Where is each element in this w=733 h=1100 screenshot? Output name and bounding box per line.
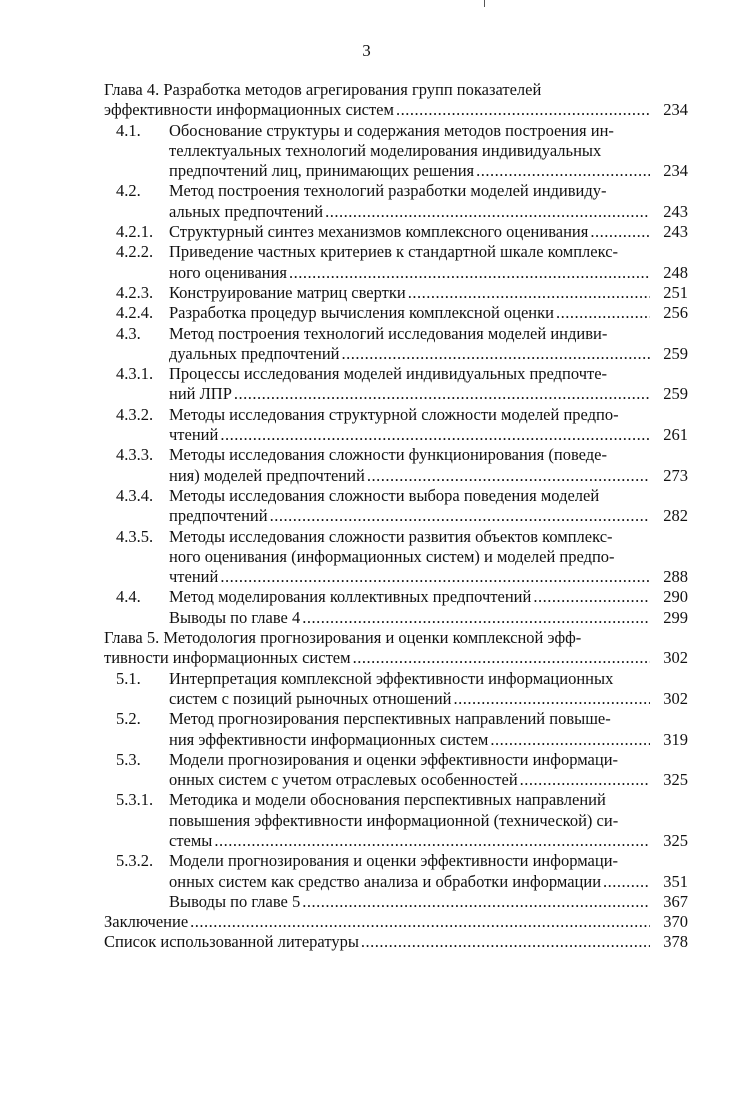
dot-leader [590, 222, 650, 242]
toc-entry [104, 181, 688, 222]
toc-entry-title-line: Конструирование матриц свертки [169, 282, 406, 302]
dot-leader [302, 608, 650, 628]
dot-leader [234, 384, 650, 404]
toc-entry-page: 248 [663, 262, 688, 282]
toc-entry-title-line: Методы исследования сложности выбора поведения моделей [169, 485, 600, 505]
toc-entry-title-line: предпочтений [169, 506, 268, 526]
toc-entry-last-line [104, 344, 688, 364]
toc-entry-last-line [104, 466, 688, 486]
toc-entry-title-line: Приведение частных критериев к стандартной шкале комплекс- [169, 242, 619, 262]
toc-entry-number: 5.1. [116, 668, 141, 688]
toc-entry-page: 302 [663, 648, 688, 668]
toc-entry-number: 4.3.5. [116, 526, 154, 546]
toc-entry-title-line: ного оценивания [169, 262, 288, 282]
toc-entry-last-line [104, 222, 688, 242]
toc-entry-title-line: Методы исследования сложности функционирования (поведе- [169, 445, 607, 465]
toc-entry-number: 4.1. [116, 120, 141, 140]
toc-entry-page: 325 [663, 770, 688, 790]
toc-entry-last-line [104, 912, 688, 932]
dot-leader [302, 892, 650, 912]
toc-entry-page: 261 [663, 425, 688, 445]
dot-leader [476, 161, 650, 181]
toc-entry-page: 288 [663, 567, 688, 587]
page-number: 3 [362, 41, 371, 60]
dot-leader [603, 872, 650, 892]
toc-entry-page: 259 [663, 343, 688, 363]
toc-entry-page: 370 [663, 912, 688, 932]
dot-leader [289, 263, 650, 283]
toc-entry-page: 251 [663, 282, 688, 302]
toc-entry-last-line [104, 303, 688, 323]
toc-entry-number: 5.3. [116, 749, 141, 769]
toc-entry-number: 5.2. [116, 709, 141, 729]
toc-entry-title-line: предпочтений лиц, принимающих решения [169, 161, 475, 181]
toc-entry-last-line [104, 587, 688, 607]
toc-entry-title-line: Заключение [104, 912, 189, 932]
dot-leader [325, 202, 650, 222]
toc-entry [104, 324, 688, 365]
toc-entry-page: 319 [663, 729, 688, 749]
toc-entry-page: 282 [663, 506, 688, 526]
toc-entry [104, 405, 688, 446]
toc-entry-page: 367 [663, 891, 688, 911]
toc-entry [104, 121, 688, 182]
dot-leader [220, 425, 650, 445]
dot-leader [533, 587, 650, 607]
dot-leader [342, 344, 650, 364]
toc-entry-number: 4.3.4. [116, 485, 154, 505]
toc-entry-number: 4.3.2. [116, 404, 154, 424]
toc-entry-last-line [104, 648, 688, 668]
toc-entry-title-line: Метод построения технологий разработки моделей индивиду- [169, 181, 607, 201]
toc-entry-page: 302 [663, 688, 688, 708]
toc-entry [104, 80, 688, 121]
toc-entry-title-line: Модели прогнозирования и оценки эффективности информаци- [169, 851, 619, 871]
toc-entry-title-line: альных предпочтений [169, 201, 324, 221]
dot-leader [396, 100, 650, 120]
dot-leader [520, 770, 650, 790]
toc-entry [104, 486, 688, 527]
toc-entry-last-line [104, 425, 688, 445]
dot-leader [270, 506, 650, 526]
toc-entry-page: 234 [663, 100, 688, 120]
toc-entry-number: 4.2.2. [116, 242, 154, 262]
toc-entry-title-line: Разработка процедур вычисления комплексной оценки [169, 303, 554, 323]
dot-leader [556, 303, 650, 323]
toc-entry-page: 351 [663, 871, 688, 891]
toc-entry-page: 299 [663, 607, 688, 627]
toc-entry-number: 4.3.3. [116, 445, 154, 465]
toc-entry-title-line: онных систем с учетом отраслевых особенностей [169, 770, 518, 790]
toc-entry-title-line: Глава 4. Разработка методов агрегирования групп показателей [104, 80, 542, 99]
toc-entry-number: 4.4. [116, 587, 141, 607]
toc-entry-title-line: Обоснование структуры и содержания методов построения ин- [169, 120, 614, 140]
toc-entry-last-line [104, 263, 688, 283]
toc-entry-title-line: Интерпретация комплексной эффективности информационных [169, 668, 614, 688]
toc-entry-title-line: тивности информационных систем [104, 648, 351, 668]
toc-entry-page: 273 [663, 465, 688, 485]
dot-leader [408, 283, 650, 303]
toc-entry [104, 527, 688, 588]
toc-entry [104, 303, 688, 323]
toc-entry-last-line [104, 161, 688, 181]
toc-entry [104, 669, 688, 710]
toc-entry-number: 5.3.1. [116, 790, 154, 810]
toc-entry-page: 243 [663, 201, 688, 221]
toc-entry-last-line [104, 872, 688, 892]
toc-entry [104, 628, 688, 669]
toc-entry-page: 243 [663, 222, 688, 242]
dot-leader [367, 466, 650, 486]
toc-entry-number: 4.2.4. [116, 303, 154, 323]
dot-leader [190, 912, 650, 932]
toc-entry [104, 750, 688, 791]
toc-entry-title-line: ния) моделей предпочтений [169, 465, 365, 485]
toc-entry-number: 4.3. [116, 323, 141, 343]
dot-leader [353, 648, 650, 668]
toc-entry [104, 608, 688, 628]
toc-entry [104, 222, 688, 242]
toc-entry-last-line [104, 892, 688, 912]
toc-entry [104, 851, 688, 892]
toc-entry-title-line: Выводы по главе 4 [169, 607, 301, 627]
toc-entry [104, 932, 688, 952]
toc-entry [104, 364, 688, 405]
toc-entry-last-line [104, 831, 688, 851]
toc-entry [104, 445, 688, 486]
toc-entry-number: 4.2. [116, 181, 141, 201]
toc-entry-last-line [104, 506, 688, 526]
toc-entry-title-line: ний ЛПР [169, 384, 232, 404]
toc-entry-number: 4.2.3. [116, 282, 154, 302]
toc-entry-title-line: Процессы исследования моделей индивидуальных предпочте- [169, 364, 608, 384]
dot-leader [490, 730, 650, 750]
dot-leader [454, 689, 651, 709]
dot-leader [361, 932, 650, 952]
toc-entry-last-line [104, 202, 688, 222]
toc-entry-title-line: повышения эффективности информационной (технической) си- [169, 810, 619, 830]
toc-entry-page: 256 [663, 303, 688, 323]
toc-entry-page: 259 [663, 384, 688, 404]
toc-entry-number: 4.3.1. [116, 364, 154, 384]
table-of-contents [104, 80, 688, 953]
toc-entry-title-line: онных систем как средство анализа и обработки информации [169, 871, 602, 891]
toc-entry-page: 378 [663, 932, 688, 952]
toc-entry-title-line: Список использованной литературы [104, 932, 359, 952]
toc-entry-title-line: систем с позиций рыночных отношений [169, 688, 452, 708]
toc-entry-title-line: ния эффективности информационных систем [169, 729, 489, 749]
toc-entry-title-line: Выводы по главе 5 [169, 891, 301, 911]
toc-entry [104, 283, 688, 303]
toc-entry [104, 709, 688, 750]
toc-entry-last-line [104, 283, 688, 303]
toc-entry [104, 912, 688, 932]
toc-entry-last-line [104, 567, 688, 587]
toc-entry-title-line: теллектуальных технологий моделирования индивидуальных [169, 140, 602, 160]
toc-entry [104, 587, 688, 607]
toc-entry-title-line: дуальных предпочтений [169, 343, 340, 363]
toc-entry-last-line [104, 770, 688, 790]
page-edge-mark [484, 0, 485, 7]
toc-entry-last-line [104, 932, 688, 952]
toc-entry-title-line: чтений [169, 425, 219, 445]
dot-leader [214, 831, 650, 851]
toc-entry-number: 4.2.1. [116, 222, 154, 242]
toc-entry-last-line [104, 730, 688, 750]
toc-entry-last-line [104, 100, 688, 120]
toc-entry-page: 234 [663, 161, 688, 181]
toc-entry [104, 790, 688, 851]
toc-entry-title-line: Методы исследования сложности развития объектов комплекс- [169, 526, 613, 546]
toc-entry-page: 290 [663, 587, 688, 607]
toc-entry [104, 892, 688, 912]
toc-entry-page: 325 [663, 830, 688, 850]
toc-entry-title-line: Метод моделирования коллективных предпочтений [169, 587, 532, 607]
toc-entry [104, 242, 688, 283]
toc-entry-last-line [104, 608, 688, 628]
toc-entry-title-line: Метод прогнозирования перспективных направлений повыше- [169, 709, 611, 729]
toc-entry-title-line: эффективности информационных систем [104, 100, 394, 120]
toc-entry-title-line: ного оценивания (информационных систем) и моделей предпо- [169, 546, 615, 566]
toc-entry-title-line: Метод построения технологий исследования моделей индиви- [169, 323, 608, 343]
toc-entry-last-line [104, 384, 688, 404]
toc-entry-title-line: Структурный синтез механизмов комплексного оценивания [169, 222, 589, 242]
toc-entry-last-line [104, 689, 688, 709]
toc-entry-title-line: чтений [169, 567, 219, 587]
dot-leader [220, 567, 650, 587]
toc-entry-title-line: Методика и модели обоснования перспективных направлений [169, 790, 606, 810]
toc-entry-title-line: стемы [169, 830, 213, 850]
toc-entry-number: 5.3.2. [116, 851, 154, 871]
toc-entry-title-line: Глава 5. Методология прогнозирования и оценки комплексной эфф- [104, 628, 582, 648]
toc-entry-title-line: Модели прогнозирования и оценки эффективности информаци- [169, 749, 619, 769]
toc-entry-title-line: Методы исследования структурной сложности моделей предпо- [169, 404, 619, 424]
